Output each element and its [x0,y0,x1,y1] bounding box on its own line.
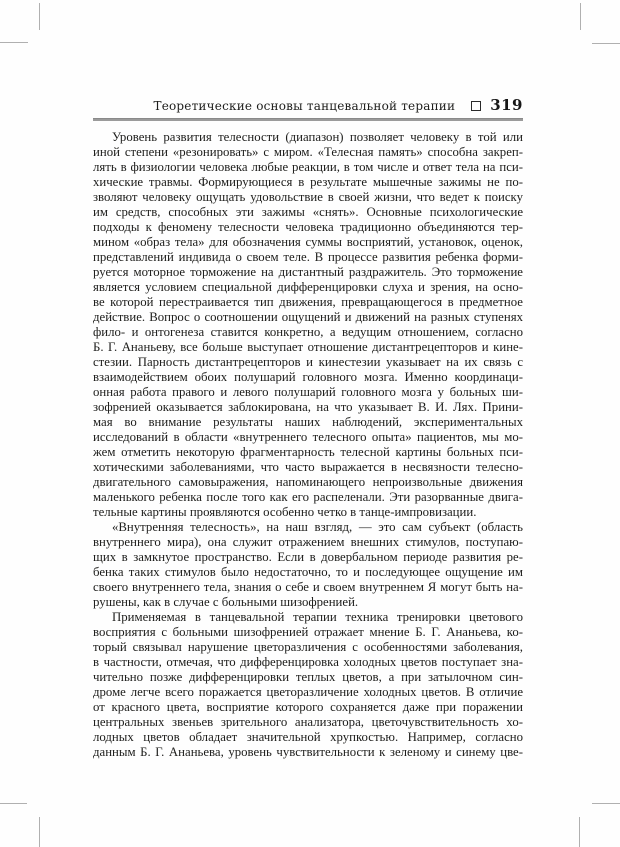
body-text-line: хические травмы. Формирующиеся в результате мышечные зажимы не по- [93,175,523,189]
open-square-icon [471,101,481,111]
body-text-line: исследований в области «внутреннего телесного опыта» пациентов, мы мо- [93,430,523,444]
body-text-line: от красного цвета, восприятие которого сохраняется даже при поражении [93,700,523,714]
page-body [93,130,523,760]
body-text-line: маленького ребенка после того как его распеленали. Эти разорванные двига- [93,490,523,504]
crop-mark-bottom-left-vertical [39,817,40,847]
body-text-line: действие. Вопрос о соотношении ощущений и движений на разных ступенях [93,310,523,324]
body-text-line: взаимодействием обоих полушарий головного мозга. Именно координаци- [93,370,523,384]
body-text-line: мая во внимание результаты наших наблюдений, экспериментальных [93,415,523,429]
text-column [93,96,523,760]
crop-mark-bottom-left-horizontal [0,803,27,804]
body-text-line: чительно позже дифференцировки теплых цветов, а при затылочном син- [93,670,523,684]
body-text-line: руется моторное торможение на дистантный раздражитель. Это торможение [93,265,523,279]
body-text-line: зофренией оказывается заблокирована, на что указывает В. И. Лях. Прини- [93,400,523,414]
body-text-line: двигательного самовыражения, напоминающего непроизвольные движения [93,475,523,489]
body-text-line: мином «образ тела» для обозначения суммы восприятий, установок, оценок, [93,235,523,249]
body-text-line: внутреннего мира), она служит отражением внешних стимулов, поступаю- [93,535,523,549]
body-text-line: хотическими заболеваниями, что часто выражается в несвязности телесно- [93,460,523,474]
crop-mark-top-right-horizontal [592,43,620,44]
body-text-line: Уровень развития телесности (диапазон) позволяет человеку в той или [112,130,523,144]
body-text-line: подходы к феномену телесности человека традиционно объединяются тер- [93,220,523,234]
body-text-line: щих в замкнутое пространство. Если в довербальном периоде развития ре- [93,550,523,564]
crop-mark-top-left-horizontal [0,42,28,43]
body-text-line: лять в физиологии человека любые реакции, в том числе и ответ тела на пси- [93,160,523,174]
body-text-line: фило- и онтогенеза ставится конкретно, а ведущим отношением, согласно [93,325,523,339]
body-text-line: дроме легче всего поражается цветоразличение холодных цветов. В отличие [93,685,523,699]
body-text-line: торый связывал нарушение цветоразличения с особенностями заболевания, [93,640,523,654]
body-text-line: Б. Г. Ананьеву, все больше выступает отношение дистантрецепторов и кине- [93,340,523,354]
body-text-line: своего внутреннего тела, знания о себе и своем внутреннем Я могут быть на- [93,580,523,594]
body-text-line: данным Б. Г. Ананьева, уровень чувствительности к зеленому и синему цве- [93,745,523,759]
body-text-line: тельные картины проявляются особенно четко в танце-импровизации. [93,505,477,519]
body-text-line: в частности, отмечая, что дифференцировка холодных цветов поступает зна- [93,655,523,669]
header-rule [93,118,523,121]
body-text-line: центральных звеньев зрительного анализатора, цветочувствительность хо- [93,715,523,729]
body-text-line: бенка таких стимулов было недостаточно, то и последующее ощущение им [93,565,523,579]
body-text-line: является условием специальной дифференцировки слуха и зрения, на осно- [93,280,523,294]
body-text-line: иной степени «резонировать» с миром. «Телесная память» способна закреп- [93,145,523,159]
body-text-line: жем отметить некоторую фрагментарность телесной картины больных пси- [93,445,523,459]
body-text-line: лодных цветов обладает значительной хрупкостью. Например, согласно [93,730,523,744]
crop-mark-top-left-vertical [39,3,40,30]
body-text-line: зволяют человеку ощущать удовольствие в своей жизни, что ведет к поиску [93,190,523,204]
body-text-line: им средств, способных эти зажимы «снять». Основные психологические [93,205,523,219]
running-head-title: Теоретические основы танцевальной терапии [153,99,456,113]
body-text-line: рушены, как в случае с больными шизофренией. [93,595,359,609]
body-text-line: ве которой перестраивается тип движения, превращающегося в предметное [93,295,523,309]
crop-mark-bottom-right-horizontal [592,803,620,804]
running-head [93,96,523,114]
body-text-line: «Внутренняя телесность», на наш взгляд, — это сам субъект (область [112,520,523,534]
body-text-line: стезии. Парность дистантрецепторов и кинестезии указывает на их связь с [93,355,523,369]
page-number: 319 [490,96,523,114]
body-text-line: представлений индивида о своем теле. В процессе развития ребенка форми- [93,250,523,264]
body-text-line: восприятия с больными шизофренией отражает мнение Б. Г. Ананьева, ко- [93,625,523,639]
body-text-line: онная работа правого и левого полушарий головного мозга у больных ши- [93,385,523,399]
crop-mark-top-right-vertical [580,3,581,30]
crop-mark-bottom-right-vertical [579,817,580,847]
body-text-line: Применяемая в танцевальной терапии техника тренировки цветового [112,610,523,624]
